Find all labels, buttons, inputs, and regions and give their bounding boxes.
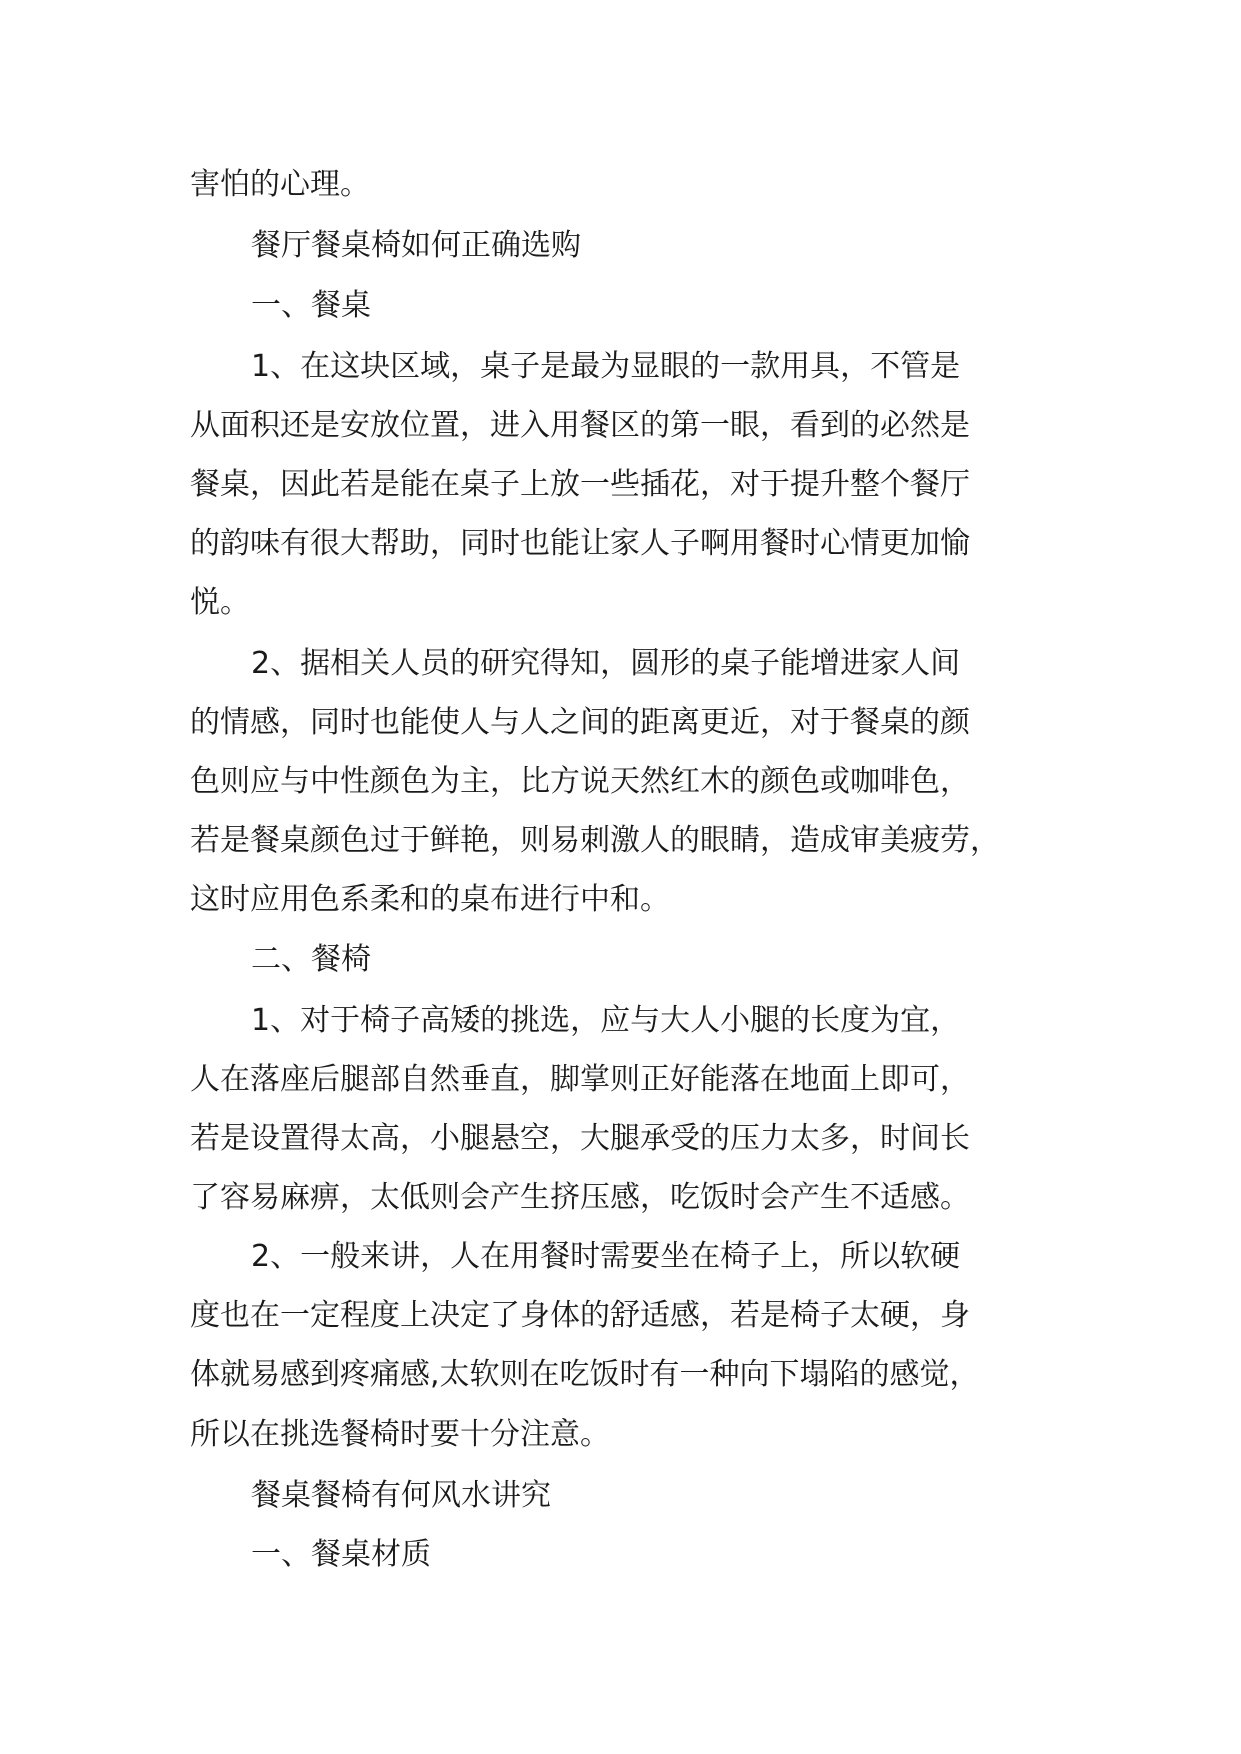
subsection-heading: 一、餐桌 bbox=[251, 288, 371, 323]
paragraph-line: 害怕的心理。 bbox=[190, 167, 370, 202]
paragraph-line: 2、一般来讲，人在用餐时需要坐在椅子上，所以软硬 bbox=[251, 1239, 961, 1274]
paragraph-line: 了容易麻痹，太低则会产生挤压感，吃饭时会产生不适感。 bbox=[190, 1180, 970, 1215]
paragraph-line: 色则应与中性颜色为主，比方说天然红木的颜色或咖啡色， bbox=[190, 764, 970, 799]
paragraph-line: 度也在一定程度上决定了身体的舒适感，若是椅子太硬，身 bbox=[190, 1298, 970, 1333]
paragraph-line: 1、对于椅子高矮的挑选，应与大人小腿的长度为宜， bbox=[251, 1003, 961, 1038]
paragraph-line: 的情感，同时也能使人与人之间的距离更近，对于餐桌的颜 bbox=[190, 705, 970, 740]
paragraph-line: 体就易感到疼痛感,太软则在吃饭时有一种向下塌陷的感觉， bbox=[190, 1357, 980, 1392]
section-heading: 餐厅餐桌椅如何正确选购 bbox=[251, 228, 581, 263]
paragraph-line: 餐桌，因此若是能在桌子上放一些插花，对于提升整个餐厅 bbox=[190, 467, 970, 502]
paragraph-line: 若是设置得太高，小腿悬空，大腿承受的压力太多，时间长 bbox=[190, 1121, 970, 1156]
paragraph-line: 从面积还是安放位置，进入用餐区的第一眼，看到的必然是 bbox=[190, 408, 970, 443]
paragraph-line: 若是餐桌颜色过于鲜艳，则易刺激人的眼睛，造成审美疲劳， bbox=[190, 823, 1000, 858]
paragraph-line: 人在落座后腿部自然垂直，脚掌则正好能落在地面上即可， bbox=[190, 1062, 970, 1097]
paragraph-line: 1、在这块区域，桌子是最为显眼的一款用具，不管是 bbox=[251, 349, 961, 384]
paragraph-line: 悦。 bbox=[190, 585, 250, 620]
paragraph-line: 所以在挑选餐椅时要十分注意。 bbox=[190, 1417, 610, 1452]
paragraph-line: 的韵味有很大帮助，同时也能让家人子啊用餐时心情更加愉 bbox=[190, 526, 970, 561]
paragraph-line: 2、据相关人员的研究得知，圆形的桌子能增进家人间 bbox=[251, 646, 961, 681]
section-heading: 餐桌餐椅有何风水讲究 bbox=[251, 1478, 551, 1513]
paragraph-line: 这时应用色系柔和的桌布进行中和。 bbox=[190, 882, 670, 917]
subsection-heading: 一、餐桌材质 bbox=[251, 1537, 431, 1572]
subsection-heading: 二、餐椅 bbox=[251, 942, 371, 977]
